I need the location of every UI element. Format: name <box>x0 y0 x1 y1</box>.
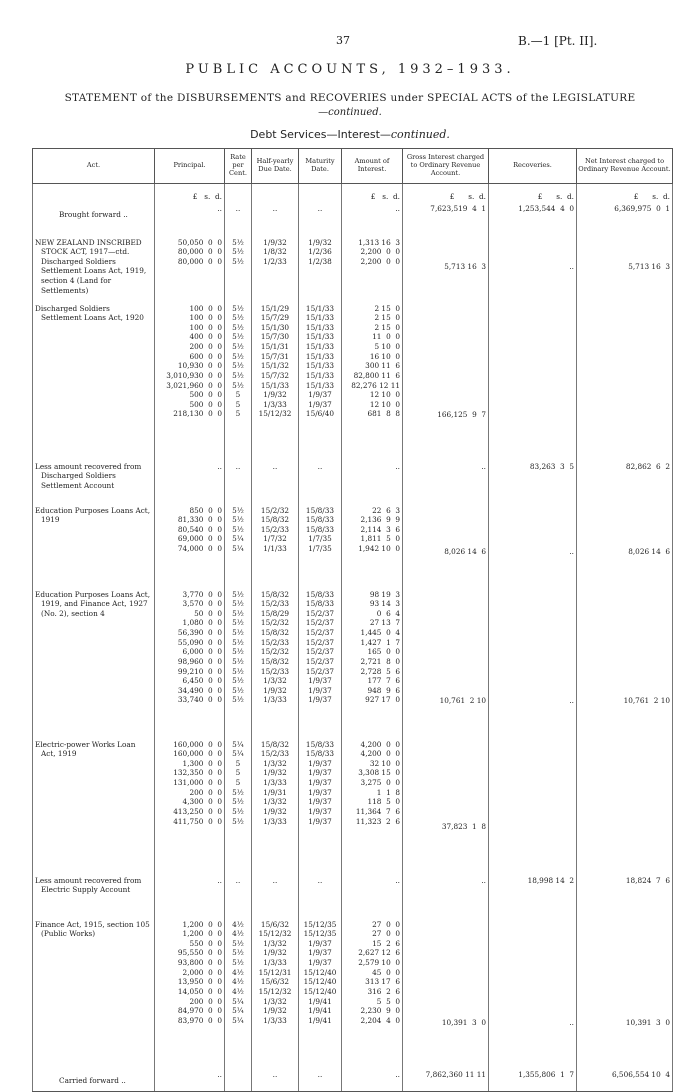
cell-gross: .. <box>403 876 489 920</box>
cell-maturity: .. <box>299 204 342 238</box>
cell-recoveries <box>489 740 577 876</box>
page-title: PUBLIC ACCOUNTS, 1932–1933. <box>185 62 515 77</box>
cell-amount: 2 15 0 2 15 0 2 15 0 11 0 0 5 10 0 16 10 0 300 11 6 82,800 11 6 82,276 12 11 12 10 0 12 10 0 681 8 8 <box>342 304 403 462</box>
col-principal: Principal. <box>155 149 225 184</box>
cell-amount: .. <box>342 1070 403 1092</box>
units-due <box>252 184 299 204</box>
units-gross: £ s. d. <box>403 184 489 204</box>
page-number: 37 <box>336 34 350 47</box>
col-recoveries: Recoveries. <box>489 149 577 184</box>
cell-net: 6,506,554 10 4 <box>577 1070 673 1092</box>
units-recoveries: £ s. d. <box>489 184 577 204</box>
table-row <box>33 204 673 238</box>
col-amount: Amount of Interest. <box>342 149 403 184</box>
statement-heading: STATEMENT of the DISBURSEMENTS and RECOVERIES under SPECIAL ACTS of the LEGISLATURE <box>64 92 636 104</box>
units-act <box>33 184 155 204</box>
cell-maturity: .. <box>299 876 342 920</box>
cell-due: .. <box>252 462 299 506</box>
cell-gross: 7,862,360 11 11 <box>403 1070 489 1092</box>
cell-gross: 10,761 2 10 <box>403 590 489 740</box>
cell-due: 15/2/32 15/8/32 15/2/33 1/7/32 1/1/33 <box>252 506 299 590</box>
table-row <box>33 876 673 920</box>
cell-due: .. <box>252 1070 299 1092</box>
cell-maturity: .. <box>299 1070 342 1092</box>
cell-recoveries: .. <box>489 506 577 590</box>
col-gross: Gross Interest charged to Ordinary Revenue Account. <box>403 149 489 184</box>
cell-act: Less amount recovered from Electric Supply Account <box>33 876 155 920</box>
table-row <box>33 920 673 1070</box>
cell-net: 6,369,975 0 1 <box>577 204 673 238</box>
cell-act: NEW ZEALAND INSCRIBED STOCK ACT, 1917—ctd. Discharged Soldiers Settlement Loans Act, 1919, section 4 (Land for Settlements) <box>33 238 155 304</box>
cell-principal: .. <box>155 876 225 920</box>
units-row <box>33 184 673 204</box>
cell-maturity: 1/9/32 1/2/36 1/2/38 <box>299 238 342 304</box>
cell-principal: 50,050 0 0 80,000 0 0 80,000 0 0 <box>155 238 225 304</box>
cell-maturity: 15/12/35 15/12/35 1/9/37 1/9/37 1/9/37 15/12/40 15/12/40 15/12/40 1/9/41 1/9/41 1/9/41 <box>299 920 342 1070</box>
section-continued: continued. <box>390 128 450 141</box>
cell-maturity: 15/8/33 15/8/33 1/9/37 1/9/37 1/9/37 1/9/37 1/9/37 1/9/37 1/9/37 <box>299 740 342 876</box>
units-net: £ s. d. <box>577 184 673 204</box>
cell-amount: .. <box>342 876 403 920</box>
cell-act: Less amount recovered from Discharged Soldiers Settlement Account <box>33 462 155 506</box>
col-act: Act. <box>33 149 155 184</box>
cell-gross: 5,713 16 3 <box>403 238 489 304</box>
cell-amount: 22 6 3 2,136 9 9 2,114 3 6 1,811 5 0 1,942 10 0 <box>342 506 403 590</box>
cell-rate: .. <box>225 876 252 920</box>
table-row <box>33 740 673 876</box>
cell-net <box>577 304 673 462</box>
cell-net: 82,862 6 2 <box>577 462 673 506</box>
cell-recoveries: 18,998 14 2 <box>489 876 577 920</box>
table-row <box>33 1070 673 1092</box>
table-row <box>33 590 673 740</box>
col-net: Net Interest charged to Ordinary Revenue Account. <box>577 149 673 184</box>
col-maturity: Maturity Date. <box>299 149 342 184</box>
cell-rate: 5½ 5½ 5½ 5¼ 5¼ <box>225 506 252 590</box>
units-maturity <box>299 184 342 204</box>
cell-due: 15/8/32 15/2/33 1/3/32 1/9/32 1/3/33 1/9/31 1/3/32 1/9/32 1/3/33 <box>252 740 299 876</box>
cell-act: Carried forward .. <box>33 1070 155 1092</box>
cell-act: Brought forward .. <box>33 204 155 238</box>
cell-act: Electric-power Works Loan Act, 1919 <box>33 740 155 876</box>
col-due-date: Half-yearly Due Date. <box>252 149 299 184</box>
cell-amount: 98 19 3 93 14 3 0 6 4 27 13 7 1,445 0 4 1,427 1 7 165 0 0 2,721 8 0 2,728 5 6 177 7 6 948 9 6 927 17 0 <box>342 590 403 740</box>
cell-due: .. <box>252 876 299 920</box>
cell-recoveries: 1,253,544 4 0 <box>489 204 577 238</box>
document-reference: B.—1 [Pt. II]. <box>518 34 598 48</box>
cell-rate: 5½ 5½ 5½ 5½ 5½ 5½ 5½ 5½ 5½ 5 5 5 <box>225 304 252 462</box>
cell-net: 18,824 7 6 <box>577 876 673 920</box>
table-row <box>33 462 673 506</box>
cell-principal: 100 0 0 100 0 0 100 0 0 400 0 0 200 0 0 600 0 0 10,930 0 0 3,010,930 0 0 3,021,960 0 0 500 0 0 500 0 0 218,130 0 0 <box>155 304 225 462</box>
cell-act: Finance Act, 1915, section 105 (Public Works) <box>33 920 155 1070</box>
cell-amount: .. <box>342 204 403 238</box>
cell-gross: 8,026 14 6 <box>403 506 489 590</box>
cell-recoveries: 83,263 3 5 <box>489 462 577 506</box>
units-amount: £ s. d. <box>342 184 403 204</box>
section-title: Debt Services—Interest— <box>250 128 391 141</box>
cell-act: Discharged Soldiers Settlement Loans Act, 1920 <box>33 304 155 462</box>
cell-due: 1/9/32 1/8/32 1/2/33 <box>252 238 299 304</box>
cell-rate: 5½ 5½ 5½ <box>225 238 252 304</box>
cell-principal: 160,000 0 0 160,000 0 0 1,300 0 0 132,350 0 0 131,000 0 0 200 0 0 4,300 0 0 413,250 0 0 411,750 0 0 <box>155 740 225 876</box>
section-heading <box>0 128 700 141</box>
cell-recoveries: .. <box>489 238 577 304</box>
cell-principal: 1,200 0 0 1,200 0 0 550 0 0 95,550 0 0 93,800 0 0 2,000 0 0 13,950 0 0 14,050 0 0 200 0 0 84,970 0 0 83,970 0 0 <box>155 920 225 1070</box>
cell-rate: .. <box>225 462 252 506</box>
statement-continued: —continued. <box>318 107 382 118</box>
cell-recoveries <box>489 304 577 462</box>
cell-rate <box>225 1070 252 1092</box>
cell-principal: .. <box>155 462 225 506</box>
cell-amount: .. <box>342 462 403 506</box>
cell-maturity: .. <box>299 462 342 506</box>
cell-act: Education Purposes Loans Act, 1919 <box>33 506 155 590</box>
cell-net: 5,713 16 3 <box>577 238 673 304</box>
cell-recoveries: 1,355,806 1 7 <box>489 1070 577 1092</box>
cell-maturity: 15/8/33 15/8/33 15/2/37 15/2/37 15/2/37 15/2/37 15/2/37 15/2/37 15/2/37 1/9/37 1/9/37 1/9/37 <box>299 590 342 740</box>
cell-recoveries: .. <box>489 590 577 740</box>
cell-net <box>577 740 673 876</box>
cell-principal: .. <box>155 204 225 238</box>
cell-gross: 7,623,519 4 1 <box>403 204 489 238</box>
cell-rate: 5¼ 5¼ 5 5 5 5½ 5½ 5½ 5½ <box>225 740 252 876</box>
table-row <box>33 304 673 462</box>
cell-gross: 10,391 3 0 <box>403 920 489 1070</box>
cell-net: 10,761 2 10 <box>577 590 673 740</box>
cell-rate: 5½ 5½ 5½ 5½ 5½ 5½ 5½ 5½ 5½ 5½ 5½ 5½ <box>225 590 252 740</box>
cell-rate: .. <box>225 204 252 238</box>
cell-due: 15/6/32 15/12/32 1/3/32 1/9/32 1/3/33 15/12/31 15/6/32 15/12/32 1/3/32 1/9/32 1/3/33 <box>252 920 299 1070</box>
cell-principal: 850 0 0 81,330 0 0 80,540 0 0 69,000 0 0 74,000 0 0 <box>155 506 225 590</box>
cell-act: Education Purposes Loans Act, 1919, and Finance Act, 1927 (No. 2), section 4 <box>33 590 155 740</box>
units-principal: £ s. d. <box>155 184 225 204</box>
cell-net: 10,391 3 0 <box>577 920 673 1070</box>
cell-amount: 27 0 0 27 0 0 15 2 6 2,627 12 6 2,579 10 0 45 0 0 313 17 6 316 2 6 5 5 0 2,230 9 0 2,204 4 0 <box>342 920 403 1070</box>
cell-maturity: 15/8/33 15/8/33 15/8/33 1/7/35 1/7/35 <box>299 506 342 590</box>
cell-rate: 4½ 4½ 5½ 5½ 5½ 4½ 4½ 4½ 5¼ 5¼ 5¼ <box>225 920 252 1070</box>
col-rate: Rate per Cent. <box>225 149 252 184</box>
table-row <box>33 506 673 590</box>
cell-net: 8,026 14 6 <box>577 506 673 590</box>
table-row <box>33 238 673 304</box>
cell-principal: 3,770 0 0 3,570 0 0 50 0 0 1,080 0 0 56,390 0 0 55,090 0 0 6,000 0 0 98,960 0 0 99,210 0 0 6,450 0 0 34,490 0 0 33,740 0 0 <box>155 590 225 740</box>
cell-due: 15/8/32 15/2/33 15/8/29 15/2/32 15/8/32 15/2/33 15/2/32 15/8/32 15/2/33 1/3/32 1/9/32 1/3/33 <box>252 590 299 740</box>
cell-gross: .. <box>403 462 489 506</box>
cell-amount: 4,200 0 0 4,200 0 0 32 10 0 3,308 15 0 3,275 0 0 1 1 8 118 5 0 11,364 7 6 11,323 2 6 <box>342 740 403 876</box>
cell-due: .. <box>252 204 299 238</box>
cell-amount: 1,313 16 3 2,200 0 0 2,200 0 0 <box>342 238 403 304</box>
table-header-row <box>33 149 673 184</box>
cell-gross: 37,823 1 8 <box>403 740 489 876</box>
cell-principal: .. <box>155 1070 225 1092</box>
cell-recoveries: .. <box>489 920 577 1070</box>
cell-maturity: 15/1/33 15/1/33 15/1/33 15/1/33 15/1/33 15/1/33 15/1/33 15/1/33 15/1/33 1/9/37 1/9/37 15/6/40 <box>299 304 342 462</box>
cell-gross: 166,125 9 7 <box>403 304 489 462</box>
cell-due: 15/1/29 15/7/29 15/1/30 15/7/30 15/1/31 15/7/31 15/1/32 15/7/32 15/1/33 1/9/32 1/3/33 15/12/32 <box>252 304 299 462</box>
interest-table <box>32 148 673 1092</box>
units-rate <box>225 184 252 204</box>
